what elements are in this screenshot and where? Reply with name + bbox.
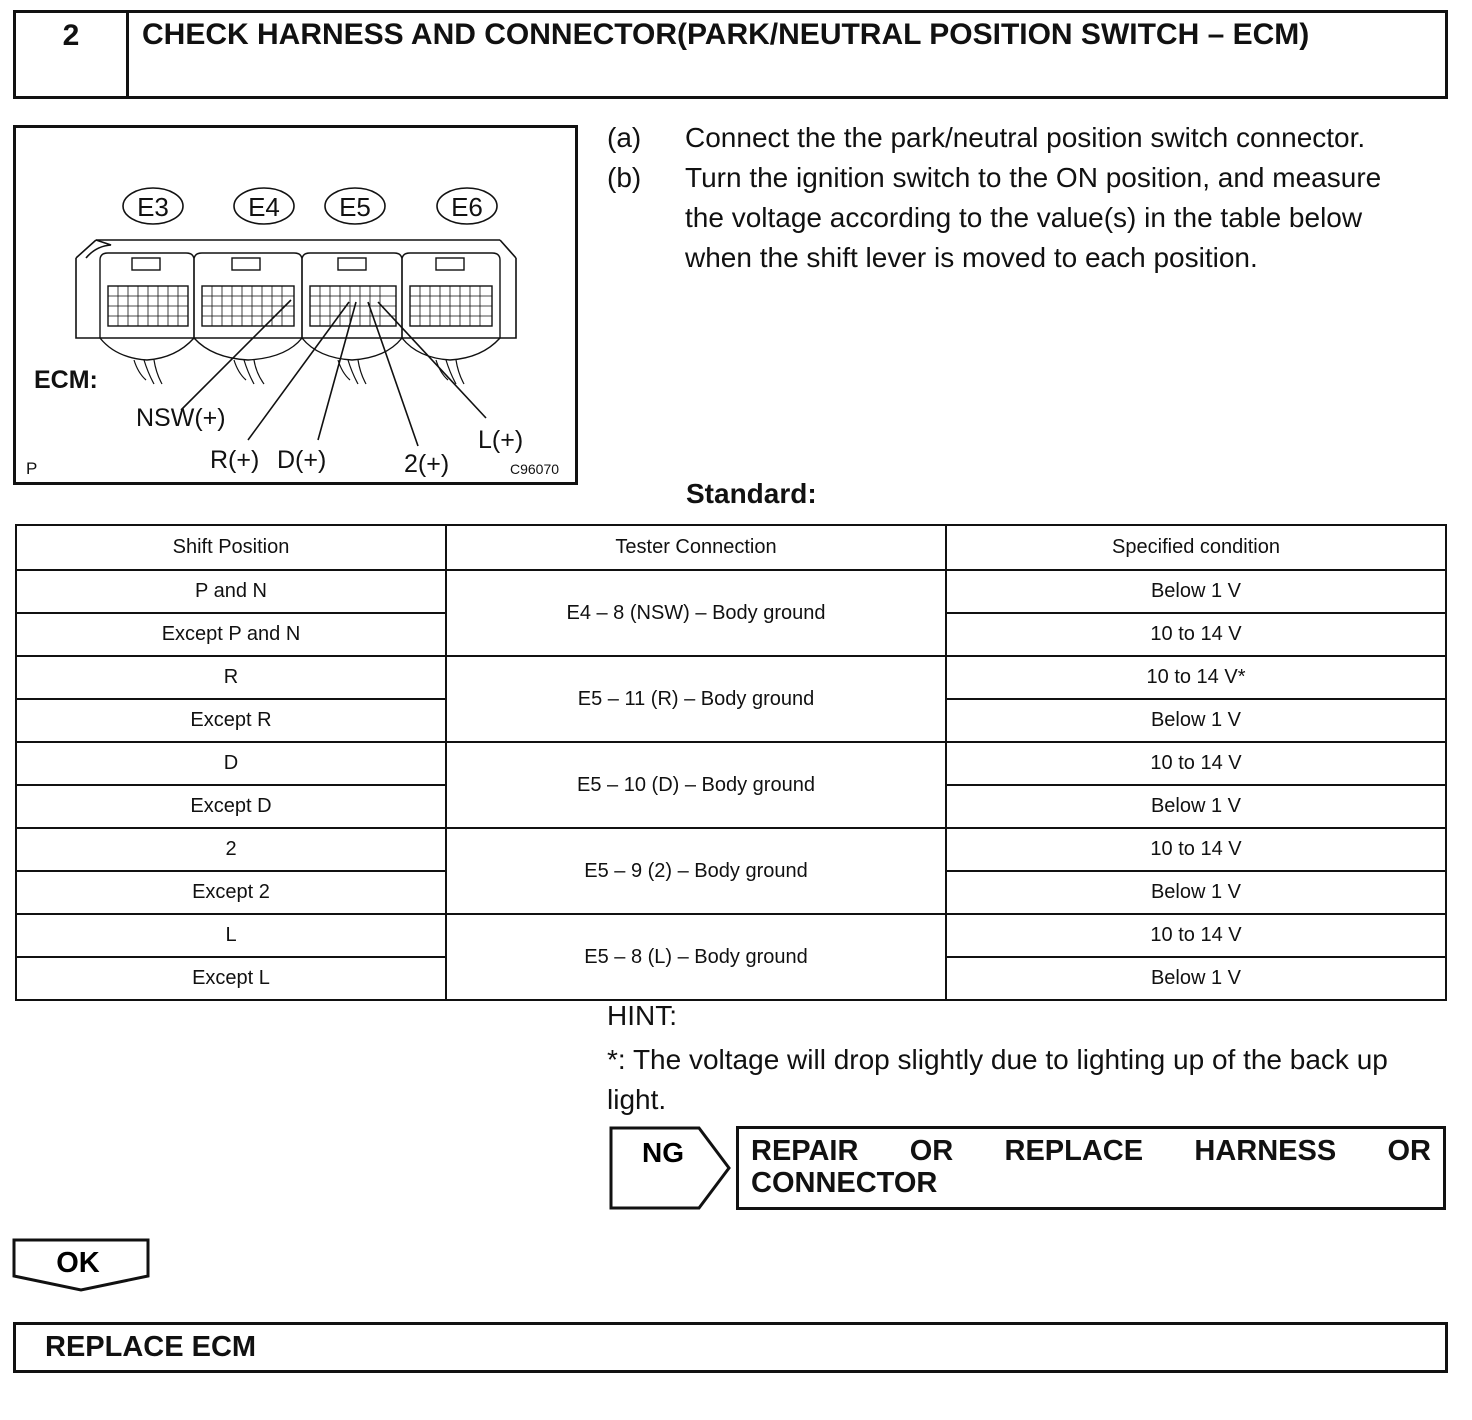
- shift-position-cell: D: [16, 742, 446, 785]
- ok-branch-arrow[interactable]: [12, 1238, 152, 1297]
- connector-e3: [100, 253, 194, 360]
- shift-position-cell: P and N: [16, 570, 446, 613]
- shift-position-cell: Except D: [16, 785, 446, 828]
- final-result-text: REPLACE ECM: [45, 1331, 257, 1363]
- instruction-a-label: (a): [607, 122, 642, 153]
- shift-position-cell: L: [16, 914, 446, 957]
- ecm-connector-figure: [13, 125, 578, 485]
- instruction-b-label: (b): [607, 162, 642, 193]
- specified-condition-cell: Below 1 V: [946, 699, 1446, 742]
- hint-text: *: The voltage will drop slightly due to lighting up of the back up light.: [607, 1044, 1388, 1115]
- header-shift-position: Shift Position: [16, 525, 446, 570]
- tester-connection-cell: E4 – 8 (NSW) – Body ground: [446, 570, 946, 656]
- svg-text:E3: E3: [137, 192, 169, 222]
- tester-connection-cell: E5 – 10 (D) – Body ground: [446, 742, 946, 828]
- shift-position-cell: Except L: [16, 957, 446, 1000]
- specified-condition-cell: Below 1 V: [946, 957, 1446, 1000]
- connector-e5: [302, 253, 402, 360]
- header-specified-condition: Specified condition: [946, 525, 1446, 570]
- instruction-b-line-1: Turn the ignition switch to the ON position, and measure: [685, 162, 1382, 193]
- connector-label-e4: [234, 188, 294, 224]
- instruction-b-line-2: the voltage according to the value(s) in the table below: [685, 202, 1363, 233]
- step-number: 2: [16, 13, 129, 96]
- specified-condition-cell: Below 1 V: [946, 785, 1446, 828]
- pin-label-l: L(+): [478, 426, 524, 454]
- connector-label-e6: [437, 188, 497, 224]
- specified-condition-cell: 10 to 14 V: [946, 742, 1446, 785]
- table-row: [16, 742, 1446, 785]
- figure-corner-label: P: [26, 459, 38, 478]
- ng-label: NG: [642, 1137, 684, 1168]
- tester-connection-cell: E5 – 8 (L) – Body ground: [446, 914, 946, 1000]
- table-row: [16, 570, 1446, 613]
- pin-label-r: R(+): [210, 446, 260, 474]
- header-tester-connection: Tester Connection: [446, 525, 946, 570]
- step-title: CHECK HARNESS AND CONNECTOR(PARK/NEUTRAL POSITION SWITCH – ECM): [142, 18, 1310, 51]
- svg-text:E4: E4: [248, 192, 280, 222]
- pin-label-nsw: NSW(+): [136, 404, 226, 432]
- table-row: [16, 656, 1446, 699]
- standard-label: Standard:: [686, 478, 817, 509]
- specified-condition-cell: 10 to 14 V: [946, 613, 1446, 656]
- table-row: [16, 828, 1446, 871]
- hint-label: HINT:: [607, 1000, 677, 1031]
- instruction-a-line-1: Connect the the park/neutral position switch connector.: [685, 122, 1366, 153]
- wire-bundles: [134, 360, 464, 384]
- specified-condition-cell: 10 to 14 V: [946, 914, 1446, 957]
- shift-position-cell: Except R: [16, 699, 446, 742]
- table-row: [16, 914, 1446, 957]
- connector-label-e3: [123, 188, 183, 224]
- shift-position-cell: Except P and N: [16, 613, 446, 656]
- ng-result-text: REPAIR OR REPLACE HARNESS OR CONNECTOR: [751, 1135, 1431, 1199]
- specified-condition-cell: 10 to 14 V: [946, 828, 1446, 871]
- final-result-box: [13, 1322, 1448, 1373]
- leader-r: [248, 302, 349, 440]
- tester-connection-cell: E5 – 11 (R) – Body ground: [446, 656, 946, 742]
- tester-connection-cell: E5 – 9 (2) – Body ground: [446, 828, 946, 914]
- svg-text:E6: E6: [451, 192, 483, 222]
- shift-position-cell: Except 2: [16, 871, 446, 914]
- specified-condition-cell: 10 to 14 V*: [946, 656, 1446, 699]
- figure-code: C96070: [510, 461, 560, 477]
- pin-label-d: D(+): [277, 446, 327, 474]
- ok-arrow-shape: [12, 1238, 152, 1292]
- specified-condition-cell: Below 1 V: [946, 570, 1446, 613]
- ng-result-box: [736, 1126, 1446, 1210]
- shift-position-cell: R: [16, 656, 446, 699]
- connector-label-e5: [325, 188, 385, 224]
- instruction-b-line-3: when the shift lever is moved to each position.: [685, 242, 1258, 273]
- pin-label-2: 2(+): [404, 450, 450, 478]
- ng-branch-arrow[interactable]: [609, 1126, 733, 1215]
- shift-position-cell: 2: [16, 828, 446, 871]
- ng-arrow-shape: [609, 1126, 733, 1210]
- specified-condition-cell: Below 1 V: [946, 871, 1446, 914]
- svg-text:E5: E5: [339, 192, 371, 222]
- table-header-row: [16, 525, 1446, 570]
- ecm-connector-diagram: [16, 128, 575, 482]
- ecm-label: ECM:: [34, 366, 98, 394]
- ok-label: OK: [56, 1247, 100, 1279]
- spec-table: [15, 524, 1447, 1001]
- leader-d: [318, 302, 356, 440]
- step-header: [13, 10, 1448, 99]
